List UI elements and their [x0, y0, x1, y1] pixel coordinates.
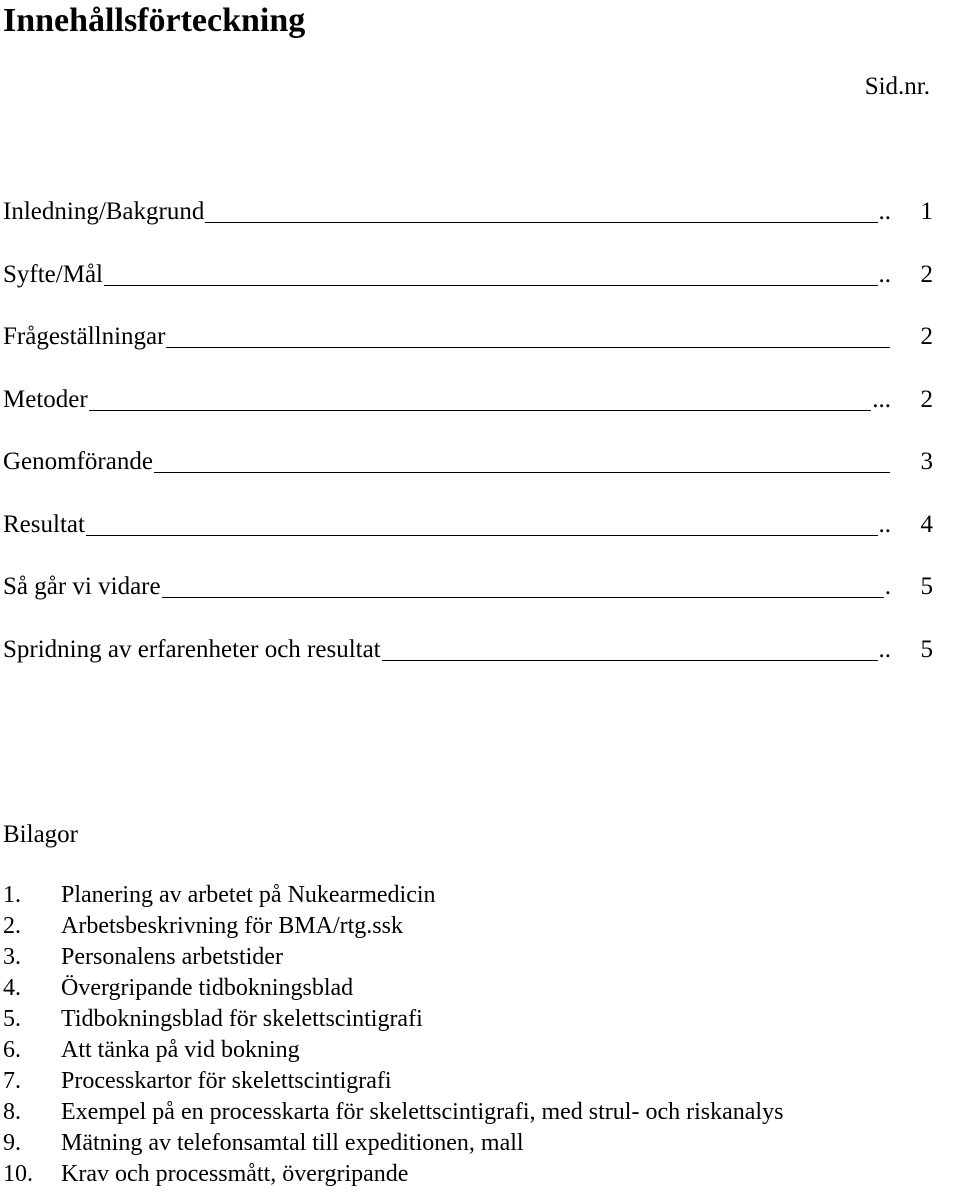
toc-entry-label: Syfte/Mål — [3, 260, 103, 288]
toc-entry-page: 1 — [920, 198, 933, 225]
appendix-item-label: Krav och processmått, övergripande — [61, 1161, 409, 1187]
appendix-item — [3, 1035, 953, 1066]
toc-leader-line — [205, 222, 877, 223]
toc-entry — [3, 320, 933, 383]
table-of-contents — [3, 195, 933, 695]
toc-leader-line — [166, 347, 890, 348]
appendix-item-number: 4. — [3, 975, 21, 1001]
appendix-item — [3, 880, 953, 911]
toc-entry — [3, 445, 933, 508]
appendix-item-number: 2. — [3, 913, 21, 939]
appendix-list — [3, 880, 953, 1190]
toc-entry — [3, 633, 933, 696]
appendix-item-label: Mätning av telefonsamtal till expeditionen, mall — [61, 1130, 524, 1156]
toc-leader-line — [382, 660, 878, 661]
appendix-item — [3, 1159, 953, 1190]
toc-entry-label: Metoder — [3, 385, 88, 413]
toc-leader-dots: .. — [878, 510, 891, 538]
toc-leader-dots: .. — [878, 260, 891, 288]
appendix-item-number: 5. — [3, 1006, 21, 1032]
appendix-item-number: 10. — [3, 1161, 33, 1187]
toc-entry-page: 5 — [920, 635, 933, 663]
toc-entry-page: 5 — [920, 573, 933, 600]
toc-entry-page: 3 — [920, 448, 933, 475]
appendix-item-label: Exempel på en processkarta för skelettscintigrafi, med strul- och riskanalys — [61, 1099, 784, 1125]
appendix-item-number: 3. — [3, 944, 21, 970]
toc-leader-line — [104, 285, 878, 286]
toc-leader-dots: .. — [878, 198, 891, 225]
appendix-item — [3, 911, 953, 942]
toc-entry-page: 2 — [920, 260, 933, 288]
toc-entry-label: Frågeställningar — [3, 323, 166, 350]
toc-entry — [3, 383, 933, 446]
toc-entry — [3, 195, 933, 258]
toc-entry — [3, 570, 933, 633]
appendix-item-label: Personalens arbetstider — [61, 944, 283, 970]
toc-entry-page: 2 — [920, 323, 933, 350]
appendix-item — [3, 973, 953, 1004]
appendix-item-label: Övergripande tidbokningsblad — [61, 975, 354, 1001]
appendix-item — [3, 1004, 953, 1035]
toc-leader-dots: .. — [878, 635, 891, 663]
page-number-column-header: Sid.nr. — [864, 73, 930, 100]
toc-leader-line — [154, 472, 890, 473]
appendix-item — [3, 1066, 953, 1097]
appendix-item-number: 7. — [3, 1068, 21, 1094]
toc-entry-page: 2 — [920, 385, 933, 413]
appendix-item-label: Tidbokningsblad för skelettscintigrafi — [61, 1006, 423, 1032]
appendix-item — [3, 1097, 953, 1128]
appendix-item-label: Planering av arbetet på Nukearmedicin — [61, 882, 436, 908]
toc-leader-line — [89, 410, 872, 411]
appendix-heading: Bilagor — [3, 821, 78, 848]
appendix-item-label: Arbetsbeskrivning för BMA/rtg.ssk — [61, 913, 403, 939]
appendix-item-number: 8. — [3, 1099, 21, 1125]
toc-entry-label: Så går vi vidare — [3, 573, 161, 600]
toc-entry-label: Resultat — [3, 510, 85, 538]
toc-entry — [3, 508, 933, 571]
toc-entry-page: 4 — [920, 510, 933, 538]
toc-leader-dots: . — [884, 573, 891, 600]
toc-entry-label: Spridning av erfarenheter och resultat — [3, 635, 381, 663]
toc-entry-label: Inledning/Bakgrund — [3, 198, 205, 225]
page-title: Innehållsförteckning — [3, 2, 306, 39]
appendix-item — [3, 942, 953, 973]
toc-entry-label: Genomförande — [3, 448, 153, 475]
appendix-item-label: Processkartor för skelettscintigrafi — [61, 1068, 392, 1094]
appendix-item-number: 1. — [3, 882, 21, 908]
appendix-item-number: 9. — [3, 1130, 21, 1156]
toc-leader-line — [86, 535, 878, 536]
appendix-item — [3, 1128, 953, 1159]
toc-entry — [3, 258, 933, 321]
appendix-item-number: 6. — [3, 1037, 21, 1063]
appendix-item-label: Att tänka på vid bokning — [61, 1037, 300, 1063]
toc-leader-dots: ... — [872, 385, 891, 413]
toc-leader-line — [162, 597, 884, 598]
